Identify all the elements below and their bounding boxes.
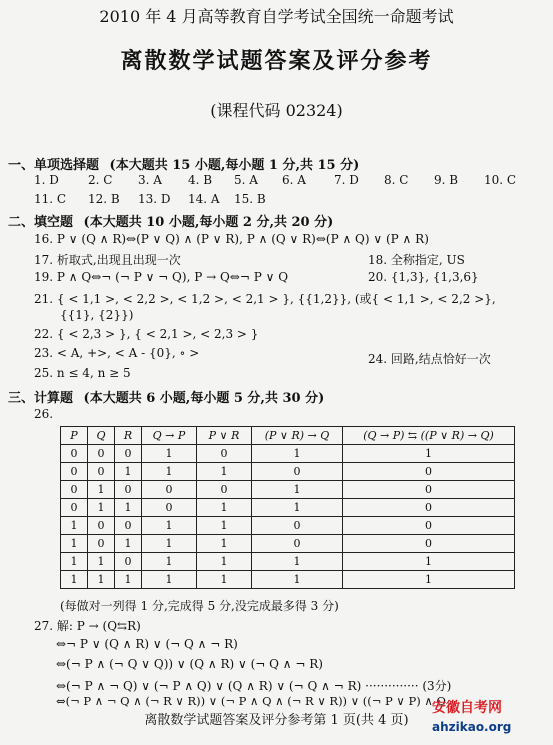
answer-item: 13. D <box>138 192 171 206</box>
scoring-note: (每做对一列得 1 分,完成得 5 分,没完成最多得 3 分) <box>60 599 339 613</box>
section3-title: 三、计算题 <box>8 391 74 406</box>
answer-20: 20. {1,3}, {1,3,6} <box>368 270 479 284</box>
table-cell: 1 <box>252 571 343 589</box>
answer-item: 14. A <box>188 192 220 206</box>
table-cell: 1 <box>343 553 515 571</box>
table-cell: 1 <box>142 535 197 553</box>
table-row <box>61 445 515 463</box>
table-cell: 1 <box>61 535 88 553</box>
table-row <box>61 481 515 499</box>
column-header: P <box>61 427 88 445</box>
table-cell: 1 <box>88 571 115 589</box>
answer-19: 19. P ∧ Q⇔¬ (¬ P ∨ ¬ Q), P → Q⇔¬ P ∨ Q <box>34 270 289 284</box>
table-cell: 0 <box>61 481 88 499</box>
table-cell: 0 <box>115 553 142 571</box>
table-cell: 0 <box>343 499 515 517</box>
table-cell: 0 <box>61 445 88 463</box>
column-header: (P ∨ R) → Q <box>252 427 343 445</box>
table-cell: 1 <box>115 463 142 481</box>
answer-item: 15. B <box>234 192 266 206</box>
column-header: Q <box>88 427 115 445</box>
table-cell: 1 <box>115 535 142 553</box>
answer-item: 10. C <box>484 173 517 187</box>
table-cell: 1 <box>142 571 197 589</box>
table-cell: 1 <box>343 445 515 463</box>
derivation-line: ⇔(¬ P ∧ ¬ Q) ∨ (¬ P ∧ Q) ∨ (Q ∧ R) ∨ (¬ Q ∧ ¬ R) ·············· (3分) <box>56 679 452 693</box>
section1-heading <box>8 154 359 173</box>
table-cell: 1 <box>252 481 343 499</box>
table-cell: 0 <box>142 481 197 499</box>
watermark-url: ahzikao.org <box>432 720 512 734</box>
table-row <box>61 517 515 535</box>
table-cell: 0 <box>252 463 343 481</box>
answer-25: 25. n ≤ 4, n ≥ 5 <box>34 366 131 380</box>
table-cell: 1 <box>88 481 115 499</box>
table-cell: 1 <box>88 499 115 517</box>
table-cell: 0 <box>343 481 515 499</box>
derivation-line: ⇔(¬ P ∧ ¬ Q ∧ (¬ R ∨ R)) ∨ (¬ P ∧ Q ∧ (¬ R ∨ R)) ∨ ((¬ P ∨ P) ∧ Q <box>56 694 446 708</box>
table-cell: 1 <box>115 571 142 589</box>
answer-24: 24. 回路,结点恰好一次 <box>368 352 491 366</box>
answer-23: 23. < A, +>, < A - {0}, ∘ > <box>34 346 200 360</box>
column-header: P ∨ R <box>197 427 252 445</box>
table-cell: 0 <box>252 535 343 553</box>
table-cell: 0 <box>88 463 115 481</box>
table-cell: 1 <box>142 463 197 481</box>
answer-27-intro: 27. 解: P → (Q⇆R) <box>34 619 141 633</box>
table-row <box>61 571 515 589</box>
answer-18: 18. 全称指定, US <box>368 253 465 267</box>
section3-note: (本大题共 6 小题,每小题 5 分,共 30 分) <box>83 391 325 406</box>
table-cell: 0 <box>343 517 515 535</box>
table-cell: 1 <box>115 499 142 517</box>
table-cell: 1 <box>61 517 88 535</box>
table-cell: 1 <box>343 571 515 589</box>
answer-21: 21. { < 1,1 >, < 2,2 >, < 1,2 >, < 2,1 > }, {{1,2}}, (或{ < 1,1 >, < 2,2 >}, <box>34 292 496 306</box>
section1-title: 一、单项选择题 <box>8 158 100 173</box>
table-row <box>61 553 515 571</box>
watermark-text: 安徽自考网 <box>432 700 502 716</box>
table-cell: 0 <box>88 445 115 463</box>
answer-item: 11. C <box>34 192 67 206</box>
course-code: (课程代码 02324) <box>210 101 343 120</box>
answer-item: 6. A <box>282 173 306 187</box>
table-row <box>61 463 515 481</box>
section3-heading <box>8 387 324 406</box>
answer-item: 1. D <box>34 173 59 187</box>
answer-16: 16. P ∨ (Q ∧ R)⇔(P ∨ Q) ∧ (P ∨ R), P ∧ (Q ∨ R)⇔(P ∧ Q) ∨ (P ∧ R) <box>34 232 429 246</box>
table-cell: 1 <box>197 463 252 481</box>
section2-heading <box>8 211 333 230</box>
table-cell: 1 <box>197 553 252 571</box>
derivation-line: ⇔(¬ P ∧ (¬ Q ∨ Q)) ∨ (Q ∧ R) ∨ (¬ Q ∧ ¬ R) <box>56 657 323 671</box>
table-row <box>61 499 515 517</box>
section2-note: (本大题共 10 小题,每小题 2 分,共 20 分) <box>83 215 334 230</box>
table-cell: 1 <box>252 445 343 463</box>
table-cell: 0 <box>115 481 142 499</box>
answer-item: 7. D <box>334 173 359 187</box>
column-header: R <box>115 427 142 445</box>
truth-table-header-row <box>61 427 515 445</box>
table-cell: 0 <box>197 445 252 463</box>
answer-item: 4. B <box>188 173 213 187</box>
table-cell: 0 <box>61 499 88 517</box>
table-cell: 1 <box>252 499 343 517</box>
page-title: 离散数学试题答案及评分参考 <box>120 48 433 74</box>
truth-table <box>60 426 515 589</box>
table-cell: 1 <box>197 517 252 535</box>
table-cell: 0 <box>343 463 515 481</box>
page-footer: 离散数学试题答案及评分参考第 1 页(共 4 页) <box>144 713 409 728</box>
answer-21-cont: {{1}, {2}}) <box>60 308 134 322</box>
table-row <box>61 535 515 553</box>
exam-header-line: 2010 年 4 月高等教育自学考试全国统一命题考试 <box>99 7 454 26</box>
table-cell: 0 <box>252 517 343 535</box>
answer-item: 2. C <box>88 173 113 187</box>
column-header: (Q → P) ⇆ ((P ∨ R) → Q) <box>343 427 515 445</box>
column-header: Q → P <box>142 427 197 445</box>
table-cell: 0 <box>343 535 515 553</box>
table-cell: 1 <box>88 553 115 571</box>
section2-title: 二、填空题 <box>8 215 74 230</box>
table-cell: 0 <box>115 445 142 463</box>
table-cell: 1 <box>252 553 343 571</box>
answer-item: 12. B <box>88 192 120 206</box>
answer-item: 9. B <box>434 173 459 187</box>
table-cell: 0 <box>88 517 115 535</box>
table-cell: 1 <box>197 535 252 553</box>
table-cell: 0 <box>197 481 252 499</box>
table-cell: 1 <box>61 553 88 571</box>
site-watermark <box>432 697 511 734</box>
table-cell: 0 <box>88 535 115 553</box>
table-cell: 1 <box>197 571 252 589</box>
table-cell: 1 <box>197 499 252 517</box>
answer-item: 8. C <box>384 173 409 187</box>
answer-item: 3. A <box>138 173 162 187</box>
table-cell: 0 <box>61 463 88 481</box>
table-cell: 0 <box>115 517 142 535</box>
table-cell: 1 <box>61 571 88 589</box>
answer-item: 5. A <box>234 173 258 187</box>
answer-17: 17. 析取式,出现且出现一次 <box>34 253 181 267</box>
table-cell: 1 <box>142 445 197 463</box>
table-cell: 0 <box>142 499 197 517</box>
answer-22: 22. { < 2,3 > }, { < 2,1 >, < 2,3 > } <box>34 327 259 341</box>
table-cell: 1 <box>142 553 197 571</box>
section1-note: (本大题共 15 小题,每小题 1 分,共 15 分) <box>109 158 360 173</box>
derivation-line: ⇔¬ P ∨ (Q ∧ R) ∨ (¬ Q ∧ ¬ R) <box>56 637 238 651</box>
answer-26-label: 26. <box>34 407 54 421</box>
table-cell: 1 <box>142 517 197 535</box>
